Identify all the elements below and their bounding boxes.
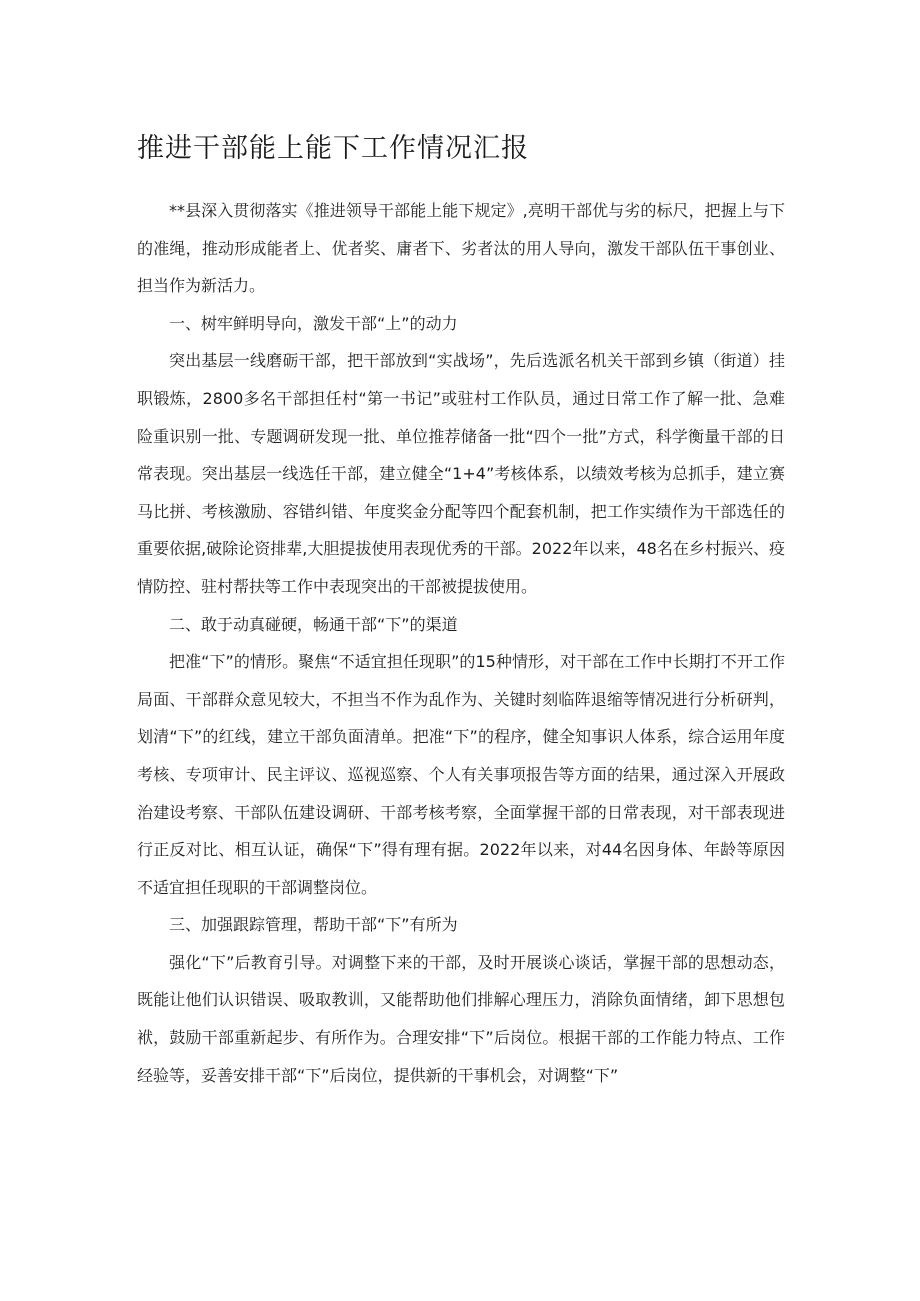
paragraph-section-2: 把准“下”的情形。聚焦“不适宜担任现职”的15种情形，对干部在工作中长期打不开工作局面、干部群众意见较大，不担当不作为乱作为、关键时刻临阵退缩等情况进行分析研判，划清“下”的红线，建立干部负面清单。把准“下”的程序，健全知事识人体系，综合运用年度考核、专项审计、民主评议、巡视巡察、个人有关事项报告等方面的结果，通过深入开展政治建设考察、干部队伍建设调研、干部考核考察，全面掌握干部的日常表现，对干部表现进行正反对比、相互认证，确保“下”得有理有据。2022年以来，对44名因身体、年龄等原因不适宜担任现职的干部调整岗位。	[137, 652, 785, 897]
paragraph-section-1: 突出基层一线磨砺干部，把干部放到“实战场”，先后选派名机关干部到乡镇（街道）挂职锻炼，2800多名干部担任村“第一书记”或驻村工作队员，通过日常工作了解一批、急难险重识别一批、专题调研发现一批、单位推荐储备一批“四个一批”方式，科学衡量干部的日常表现。突出基层一线选任干部，建立健全“1+4”考核体系，以绩效考核为总抓手，建立赛马比拼、考核激励、容错纠错、年度奖金分配等四个配套机制，把工作实绩作为干部选任的重要依据,破除论资排辈,大胆提拔使用表现优秀的干部。2022年以来，48名在乡村振兴、疫情防控、驻村帮扶等工作中表现突出的干部被提拔使用。	[137, 351, 785, 596]
paragraph-intro: **县深入贯彻落实《推进领导干部能上能下规定》,亮明干部优与劣的标尺，把握上与下的准绳，推动形成能者上、优者奖、庸者下、劣者汰的用人导向，激发干部队伍干事创业、担当作为新活力。	[137, 201, 785, 296]
paragraph-section-3: 强化“下”后教育引导。对调整下来的干部，及时开展谈心谈话，掌握干部的思想动态，既能让他们认识错误、吸取教训，又能帮助他们排解心理压力，消除负面情绪，卸下思想包袱，鼓励干部重新起步、有所作为。合理安排“下”后岗位。根据干部的工作能力特点、工作经验等，妥善安排干部“下”后岗位，提供新的干事机会，对调整“下”	[137, 952, 785, 1085]
section-heading-3: 三、加强跟踪管理，帮助干部“下”有所为	[169, 915, 458, 935]
document-body	[137, 192, 785, 1094]
page-title: 推进干部能上能下工作情况汇报	[137, 133, 529, 164]
section-heading-1: 一、树牢鲜明导向，激发干部“上”的动力	[169, 313, 458, 333]
section-heading-2: 二、敢于动真碰硬，畅通干部“下”的渠道	[169, 614, 458, 634]
